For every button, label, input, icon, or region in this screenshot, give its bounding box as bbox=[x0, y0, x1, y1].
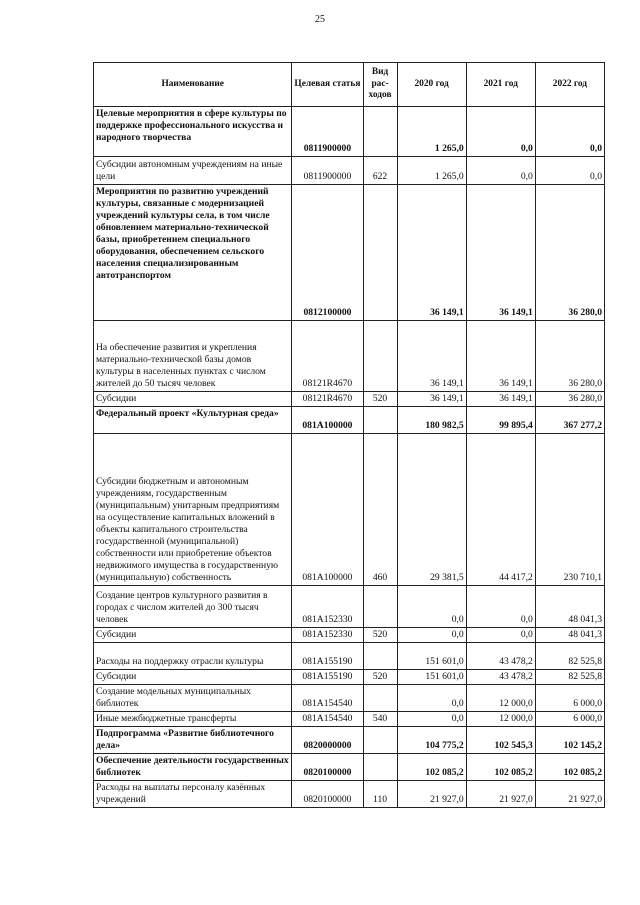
table-row bbox=[94, 726, 605, 753]
row-2021: 36 149,1 bbox=[466, 321, 535, 392]
table-header-row bbox=[94, 63, 605, 107]
row-2021: 12 000,0 bbox=[466, 684, 535, 711]
table-row bbox=[94, 185, 605, 321]
row-name: Субсидии bbox=[94, 392, 292, 407]
header-name: Наименование bbox=[94, 63, 292, 107]
row-2022: 367 277,2 bbox=[535, 406, 604, 433]
row-2022: 6 000,0 bbox=[535, 711, 604, 726]
row-code: 0811900000 bbox=[292, 157, 363, 185]
row-name: Мероприятия по развитию учреждений культуры, связанные с модернизацией учреждений культуры села, в том числе обновлением материально-технической базы, приобретением специального оборудования, обеспечением сельского населения специализированным автотранспортом bbox=[94, 185, 292, 321]
row-type: 460 bbox=[363, 433, 397, 585]
header-code: Целевая статья bbox=[292, 63, 363, 107]
row-2021: 0,0 bbox=[466, 107, 535, 157]
row-2022: 21 927,0 bbox=[535, 780, 604, 807]
row-2020: 0,0 bbox=[397, 585, 466, 627]
row-2022: 82 525,8 bbox=[535, 669, 604, 684]
row-2021: 102 085,2 bbox=[466, 753, 535, 780]
row-code: 0820000000 bbox=[292, 726, 363, 753]
row-2020: 151 601,0 bbox=[397, 642, 466, 669]
table-row bbox=[94, 684, 605, 711]
table-row bbox=[94, 711, 605, 726]
row-2022: 48 041,3 bbox=[535, 627, 604, 642]
row-type: 520 bbox=[363, 669, 397, 684]
row-type bbox=[363, 585, 397, 627]
row-2021: 43 478,2 bbox=[466, 642, 535, 669]
row-code: 081A152330 bbox=[292, 585, 363, 627]
row-2022: 36 280,0 bbox=[535, 185, 604, 321]
row-2020: 36 149,1 bbox=[397, 392, 466, 407]
row-2022: 36 280,0 bbox=[535, 321, 604, 392]
row-2020: 104 775,2 bbox=[397, 726, 466, 753]
row-type bbox=[363, 406, 397, 433]
row-code: 081A155190 bbox=[292, 669, 363, 684]
table-row bbox=[94, 642, 605, 669]
row-name: Подпрограмма «Развитие библиотечного дела» bbox=[94, 726, 292, 753]
row-2020: 0,0 bbox=[397, 684, 466, 711]
row-name: Обеспечение деятельности государственных библиотек bbox=[94, 753, 292, 780]
row-name: Расходы на поддержку отрасли культуры bbox=[94, 642, 292, 669]
table-row bbox=[94, 753, 605, 780]
row-2022: 48 041,3 bbox=[535, 585, 604, 627]
row-2021: 44 417,2 bbox=[466, 433, 535, 585]
row-name: Федеральный проект «Культурная среда» bbox=[94, 406, 292, 433]
table-row bbox=[94, 669, 605, 684]
row-2020: 0,0 bbox=[397, 711, 466, 726]
row-type bbox=[363, 321, 397, 392]
row-type: 110 bbox=[363, 780, 397, 807]
table-row bbox=[94, 107, 605, 157]
row-type: 520 bbox=[363, 627, 397, 642]
header-2020: 2020 год bbox=[397, 63, 466, 107]
table-row bbox=[94, 392, 605, 407]
row-type bbox=[363, 642, 397, 669]
row-2021: 36 149,1 bbox=[466, 185, 535, 321]
row-type bbox=[363, 726, 397, 753]
row-code: 081A154540 bbox=[292, 684, 363, 711]
row-type bbox=[363, 753, 397, 780]
row-type bbox=[363, 185, 397, 321]
row-2021: 99 895,4 bbox=[466, 406, 535, 433]
row-2022: 82 525,8 bbox=[535, 642, 604, 669]
table-row bbox=[94, 321, 605, 392]
row-2020: 21 927,0 bbox=[397, 780, 466, 807]
table-row bbox=[94, 780, 605, 807]
table-row bbox=[94, 433, 605, 585]
table-row bbox=[94, 585, 605, 627]
row-name: Иные межбюджетные трансферты bbox=[94, 711, 292, 726]
header-2022: 2022 год bbox=[535, 63, 604, 107]
header-2021: 2021 год bbox=[466, 63, 535, 107]
page-number: 25 bbox=[315, 14, 325, 25]
row-2020: 102 085,2 bbox=[397, 753, 466, 780]
row-code: 081A155190 bbox=[292, 642, 363, 669]
row-type: 520 bbox=[363, 392, 397, 407]
row-2020: 1 265,0 bbox=[397, 107, 466, 157]
row-2021: 0,0 bbox=[466, 585, 535, 627]
row-type: 540 bbox=[363, 711, 397, 726]
row-2021: 12 000,0 bbox=[466, 711, 535, 726]
row-name: Создание центров культурного развития в городах с числом жителей до 300 тысяч человек bbox=[94, 585, 292, 627]
row-2022: 102 085,2 bbox=[535, 753, 604, 780]
row-type: 622 bbox=[363, 157, 397, 185]
row-2021: 0,0 bbox=[466, 157, 535, 185]
row-name: Субсидии bbox=[94, 669, 292, 684]
row-name: Субсидии автономным учреждениям на иные цели bbox=[94, 157, 292, 185]
row-2021: 43 478,2 bbox=[466, 669, 535, 684]
row-type bbox=[363, 107, 397, 157]
row-2020: 151 601,0 bbox=[397, 669, 466, 684]
table-row bbox=[94, 157, 605, 185]
row-name: Субсидии bbox=[94, 627, 292, 642]
table-body bbox=[94, 107, 605, 808]
row-name: Расходы на выплаты персоналу казённых учреждений bbox=[94, 780, 292, 807]
row-2021: 102 545,3 bbox=[466, 726, 535, 753]
row-name: Создание модельных муниципальных библиотек bbox=[94, 684, 292, 711]
row-2021: 36 149,1 bbox=[466, 392, 535, 407]
row-code: 081A154540 bbox=[292, 711, 363, 726]
row-2020: 36 149,1 bbox=[397, 321, 466, 392]
row-code: 081A152330 bbox=[292, 627, 363, 642]
row-2022: 0,0 bbox=[535, 107, 604, 157]
row-code: 0820100000 bbox=[292, 753, 363, 780]
row-2020: 0,0 bbox=[397, 627, 466, 642]
row-2022: 230 710,1 bbox=[535, 433, 604, 585]
row-2021: 0,0 bbox=[466, 627, 535, 642]
row-code: 081A100000 bbox=[292, 406, 363, 433]
row-code: 081A100000 bbox=[292, 433, 363, 585]
row-code: 0820100000 bbox=[292, 780, 363, 807]
row-2022: 36 280,0 bbox=[535, 392, 604, 407]
table-row bbox=[94, 406, 605, 433]
row-code: 08121R4670 bbox=[292, 321, 363, 392]
table-row bbox=[94, 627, 605, 642]
row-name: Субсидии бюджетным и автономным учреждениям, государственным (муниципальным) унитарным предприятиям на осуществление капитальных вложений в объекты капитального строительства государственной (муниципальной) собственности или приобретение объектов недвижимого имущества в государственную (муниципальную) собственность bbox=[94, 433, 292, 585]
row-code: 0812100000 bbox=[292, 185, 363, 321]
row-2020: 1 265,0 bbox=[397, 157, 466, 185]
row-2020: 29 381,5 bbox=[397, 433, 466, 585]
row-code: 08121R4670 bbox=[292, 392, 363, 407]
row-2022: 102 145,2 bbox=[535, 726, 604, 753]
budget-table bbox=[93, 62, 605, 808]
row-name: На обеспечение развития и укрепления материально-технической базы домов культуры в населенных пунктах с числом жителей до 50 тысяч человек bbox=[94, 321, 292, 392]
header-type: Вид рас-ходов bbox=[363, 63, 397, 107]
row-code: 0811900000 bbox=[292, 107, 363, 157]
row-2020: 180 982,5 bbox=[397, 406, 466, 433]
row-2020: 36 149,1 bbox=[397, 185, 466, 321]
row-2021: 21 927,0 bbox=[466, 780, 535, 807]
row-2022: 6 000,0 bbox=[535, 684, 604, 711]
row-type bbox=[363, 684, 397, 711]
row-2022: 0,0 bbox=[535, 157, 604, 185]
row-name: Целевые мероприятия в сфере культуры по поддержке профессионального искусства и народного творчества bbox=[94, 107, 292, 157]
